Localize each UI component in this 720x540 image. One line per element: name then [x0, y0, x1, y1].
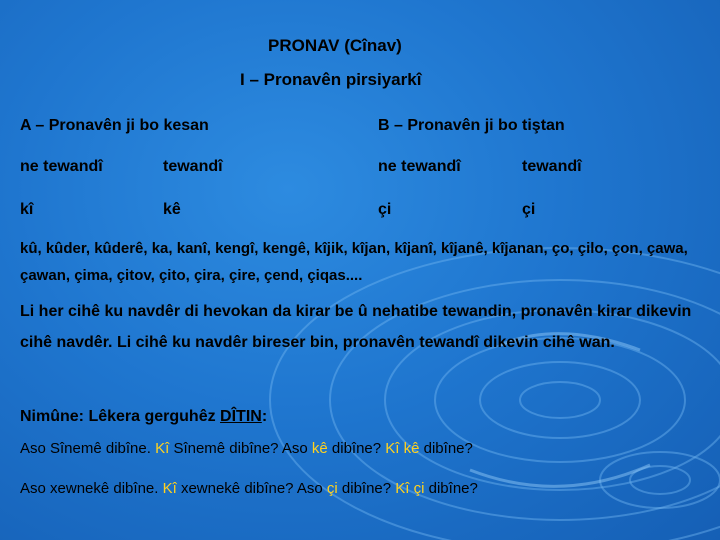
highlighted-pronoun: Kî [162, 480, 177, 497]
pronoun-ke: kê [163, 201, 181, 218]
sentence-text: xewnekê dibîne? Aso [176, 480, 327, 497]
sentence-text: Sînemê dibîne? Aso [169, 440, 312, 457]
section-subtitle: I – Pronavên pirsiyarkî [240, 70, 422, 89]
highlighted-pronoun: çi [326, 480, 338, 497]
example-heading [20, 408, 267, 426]
sentence-text: dibîne? [424, 480, 478, 497]
sentence-text: Aso xewnekê dibîne. [20, 480, 163, 497]
highlighted-pronoun: Kî kê [385, 440, 420, 457]
cell-persons-untransformed: ne tewandî [20, 158, 103, 175]
cell-things-transformed: tewandî [522, 158, 582, 175]
highlighted-pronoun: Kî çi [395, 480, 425, 497]
example-sentence-1 [20, 440, 473, 457]
example-verb: DÎTIN [220, 408, 262, 425]
example-label: Nimûne: Lêkera gerguhêz [20, 408, 221, 425]
column-header-persons: A – Pronavên ji bo kesan [20, 117, 209, 134]
example-colon: : [261, 408, 268, 425]
cell-persons-transformed: tewandî [163, 158, 223, 175]
pronoun-ci-transformed: çi [522, 201, 536, 218]
example-sentence-2 [20, 480, 478, 497]
grammar-rule-paragraph: Li her cihê ku navdêr di hevokan da kirar be û nehatibe tewandin, pronavên kirar dikevin cihê navdêr. Li cihê ku navdêr bireser bin, pronavên tewandî dikevin cihê wan. [20, 303, 692, 351]
sentence-text: dibîne? [419, 440, 473, 457]
pronoun-word-list: kû, kûder, kûderê, ka, kanî, kengî, kengê, kîjik, kîjan, kîjanî, kîjanê, kîjanan, ço, çilo, çon, çawa, çawan, çima, çitov, çito, çira, çire, çend, çiqas.... [20, 240, 688, 284]
page-title: PRONAV (Cînav) [268, 36, 402, 55]
sentence-text: Aso Sînemê dibîne. [20, 440, 156, 457]
pronoun-ki: kî [20, 201, 34, 218]
highlighted-pronoun: kê [311, 440, 328, 457]
sentence-text: dibîne? [327, 440, 386, 457]
pronoun-ci-untransformed: çi [378, 201, 392, 218]
column-header-things: B – Pronavên ji bo tiştan [378, 117, 565, 134]
cell-things-untransformed: ne tewandî [378, 158, 461, 175]
sentence-text: dibîne? [337, 480, 396, 497]
highlighted-pronoun: Kî [155, 440, 170, 457]
